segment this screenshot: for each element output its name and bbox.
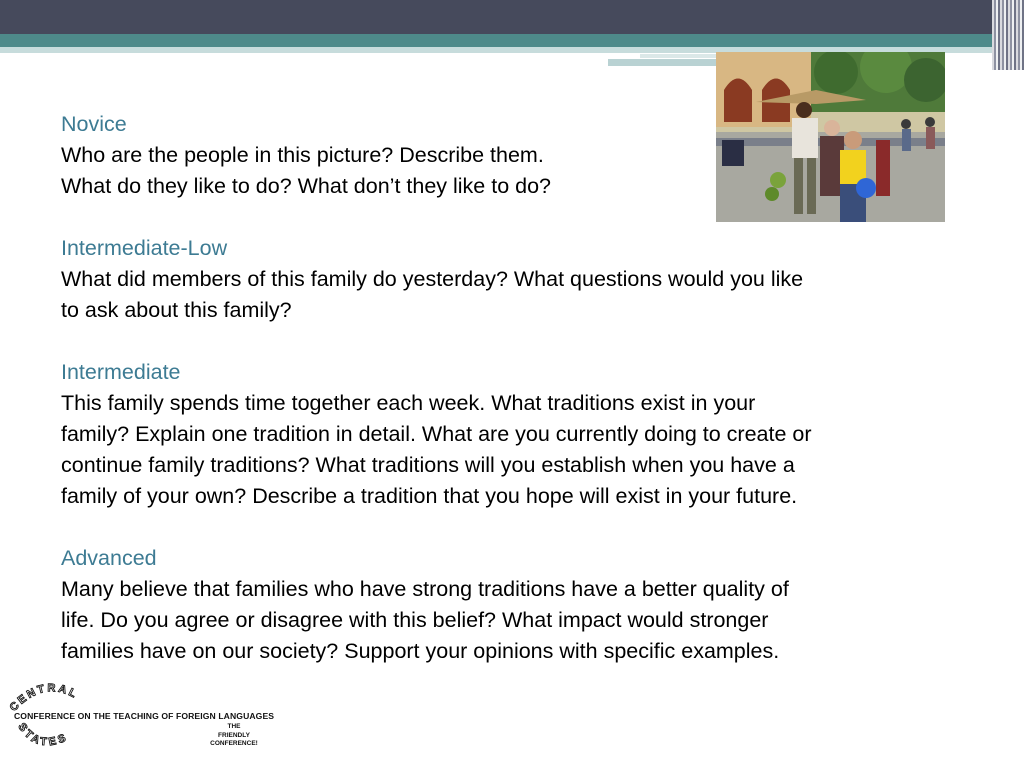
prompt-line: to ask about this family? (61, 298, 292, 322)
logo-bottom-arc-text: STATES (15, 721, 71, 749)
prompt-line: This family spends time together each week. What traditions exist in your (61, 391, 756, 415)
prompt-line: life. Do you agree or disagree with this belief? What impact would stronger (61, 608, 769, 632)
conference-logo (8, 678, 278, 760)
prompt-line: Who are the people in this picture? Describe them. (61, 143, 544, 167)
svg-text:STATES (15, 721, 70, 749)
prompt-section-intermediate-low (61, 233, 961, 326)
prompt-line: What did members of this family do yesterday? What questions would you like (61, 267, 804, 291)
section-heading: Intermediate (61, 360, 181, 384)
svg-text:CENTRAL (8, 682, 80, 714)
logo-friendly-text: FRIENDLY (218, 732, 250, 739)
prompt-line: families have on our society? Support your opinions with specific examples. (61, 639, 780, 663)
top-banner-bar (0, 0, 1024, 34)
prompt-section-novice (61, 109, 961, 202)
prompt-line: continue family traditions? What traditions will you establish when you have a (61, 453, 795, 477)
logo-top-arc-text: CENTRAL (8, 682, 81, 714)
discussion-prompts (61, 109, 961, 698)
logo-conference-text: CONFERENCE! (210, 740, 258, 747)
prompt-section-intermediate (61, 357, 961, 512)
prompt-line: family of your own? Describe a tradition that you hope will exist in your future. (61, 484, 798, 508)
prompt-line: Many believe that families who have strong traditions have a better quality of (61, 577, 789, 601)
prompt-line: family? Explain one tradition in detail. What are you currently doing to create or (61, 422, 812, 446)
logo-the-text: THE (227, 723, 241, 730)
logo-main-text: CONFERENCE ON THE TEACHING OF FOREIGN LANGUAGES (14, 711, 275, 721)
section-heading: Advanced (61, 546, 157, 570)
prompt-section-advanced (61, 543, 961, 667)
corner-stripes-decoration (992, 0, 1024, 70)
prompt-line: What do they like to do? What don’t they like to do? (61, 174, 552, 198)
section-heading: Novice (61, 112, 127, 136)
accent-bar (0, 34, 1024, 47)
section-heading: Intermediate-Low (61, 236, 228, 260)
